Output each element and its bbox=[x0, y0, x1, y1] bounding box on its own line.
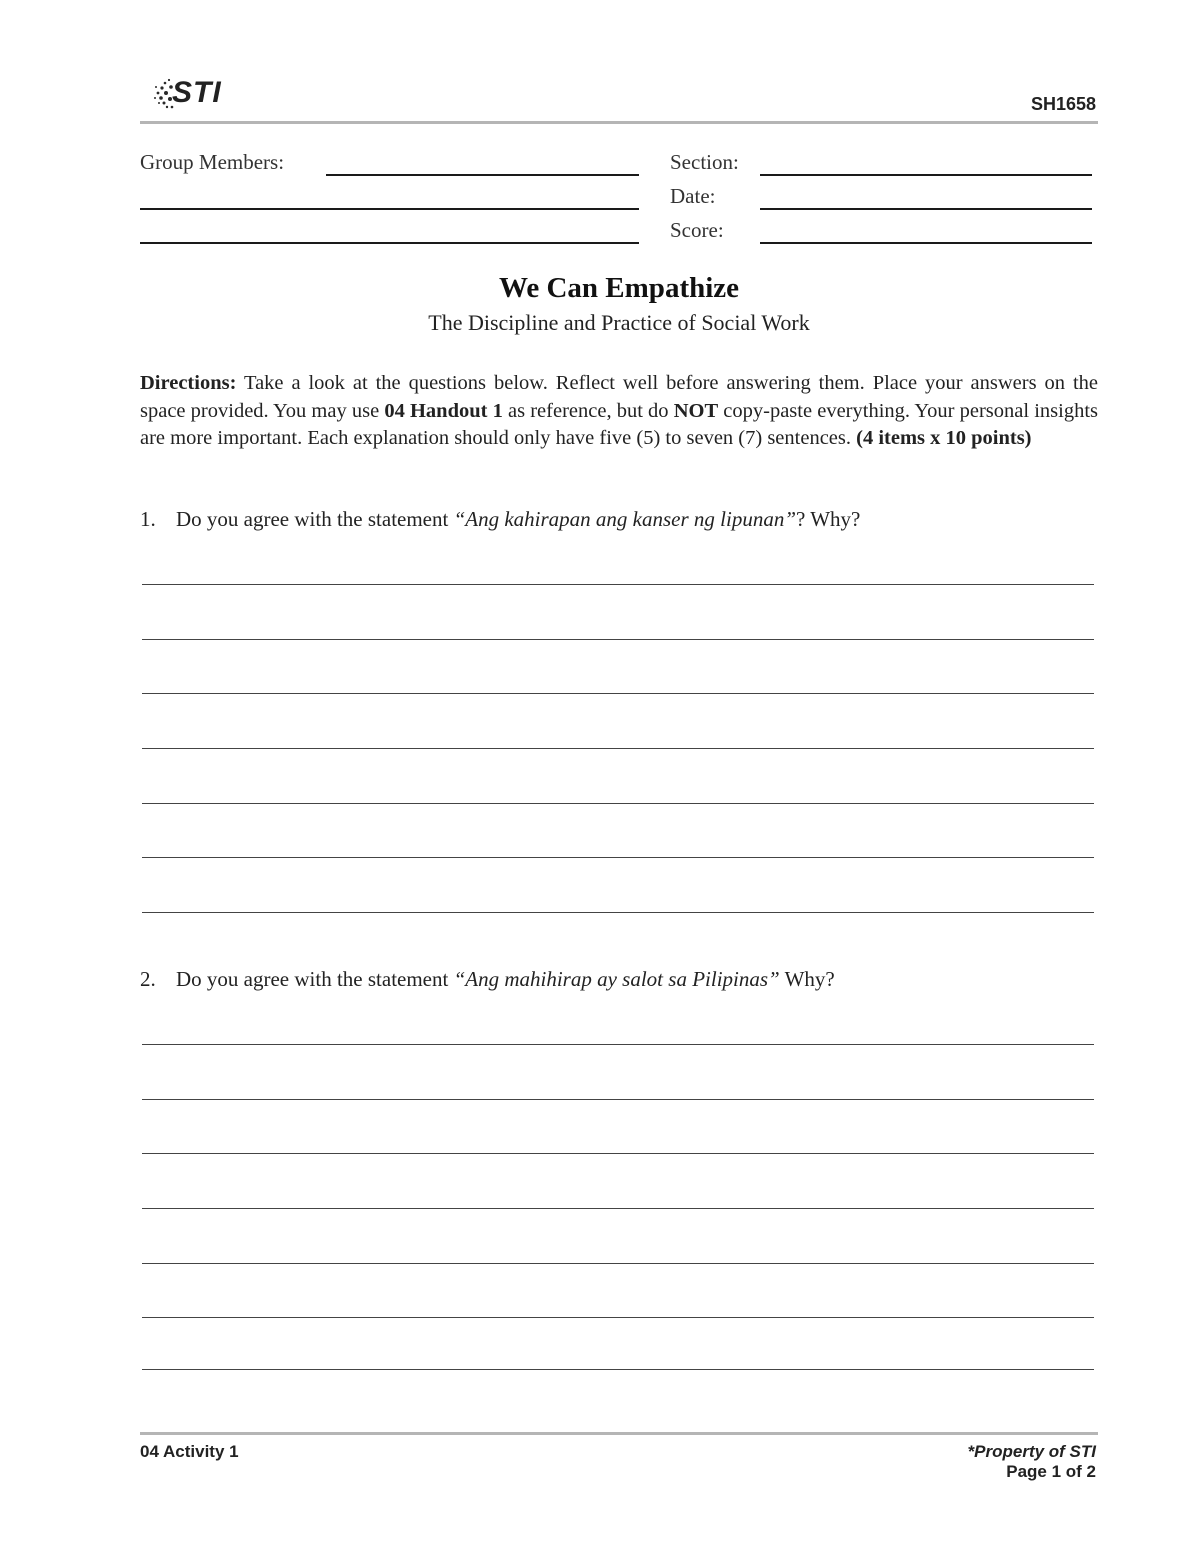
score-label: Score: bbox=[670, 218, 724, 242]
directions bbox=[140, 370, 1098, 453]
answer-line-2-2[interactable] bbox=[142, 1099, 1094, 1100]
sti-logo bbox=[152, 74, 226, 114]
answer-line-2-3[interactable] bbox=[142, 1153, 1094, 1154]
question-quote: “Ang kahirapan ang kanser ng lipunan” bbox=[453, 507, 797, 531]
answer-line-1-4[interactable] bbox=[142, 748, 1094, 749]
answer-line-1-1[interactable] bbox=[142, 584, 1094, 585]
section-field[interactable] bbox=[760, 174, 1092, 176]
answer-line-1-6[interactable] bbox=[142, 857, 1094, 858]
question-text: Do you agree with the statement bbox=[176, 507, 454, 531]
answer-line-2-4[interactable] bbox=[142, 1208, 1094, 1209]
not-emphasis: NOT bbox=[673, 399, 719, 422]
question-suffix: ? Why? bbox=[796, 507, 861, 531]
date-label: Date: bbox=[670, 184, 716, 208]
answer-line-2-6[interactable] bbox=[142, 1317, 1094, 1318]
answer-line-1-3[interactable] bbox=[142, 693, 1094, 694]
answer-line-2-1[interactable] bbox=[142, 1044, 1094, 1045]
group-members-field-3[interactable] bbox=[140, 242, 639, 244]
date-field[interactable] bbox=[760, 208, 1092, 210]
footer-page-number: Page 1 of 2 bbox=[1006, 1462, 1096, 1481]
answer-line-1-7[interactable] bbox=[142, 912, 1094, 913]
answer-line-1-5[interactable] bbox=[142, 803, 1094, 804]
section-label: Section: bbox=[670, 150, 739, 174]
directions-text-3: copy-paste everything. Your personal insights are more important. Each explanation should only have five (5) to seven (7) sentences. bbox=[140, 399, 1098, 449]
directions-text-1: Take a look at the questions below. Reflect well before answering them. Place your answers on the space provided. You may use bbox=[140, 372, 1098, 422]
header-divider bbox=[140, 121, 1098, 124]
score-field[interactable] bbox=[760, 242, 1092, 244]
page-title: We Can Empathize bbox=[498, 272, 740, 304]
answer-line-2-7[interactable] bbox=[142, 1369, 1094, 1370]
footer-divider bbox=[140, 1432, 1098, 1435]
group-members-field-1[interactable] bbox=[326, 174, 639, 176]
question-text: Do you agree with the statement bbox=[176, 967, 454, 991]
question-2 bbox=[140, 967, 835, 992]
question-1 bbox=[140, 507, 860, 532]
points-note: (4 items x 10 points) bbox=[856, 427, 1032, 449]
question-suffix: Why? bbox=[779, 967, 835, 991]
logo-text: STI bbox=[172, 76, 222, 109]
directions-label: Directions: bbox=[140, 372, 237, 394]
page-subtitle: The Discipline and Practice of Social Work bbox=[428, 310, 810, 335]
answer-line-1-2[interactable] bbox=[142, 639, 1094, 640]
handout-reference: 04 Handout 1 bbox=[384, 399, 503, 422]
footer-activity: 04 Activity 1 bbox=[140, 1442, 239, 1461]
question-number: 1. bbox=[140, 507, 156, 531]
group-members-label: Group Members: bbox=[140, 150, 285, 174]
footer-property: *Property of STI bbox=[967, 1442, 1096, 1461]
group-members-field-2[interactable] bbox=[140, 208, 639, 210]
doc-code: SH1658 bbox=[1030, 94, 1096, 114]
directions-text-2: as reference, but do bbox=[502, 399, 674, 422]
question-number: 2. bbox=[140, 967, 156, 991]
answer-line-2-5[interactable] bbox=[142, 1263, 1094, 1264]
question-quote: “Ang mahihirap ay salot sa Pilipinas” bbox=[453, 967, 780, 991]
